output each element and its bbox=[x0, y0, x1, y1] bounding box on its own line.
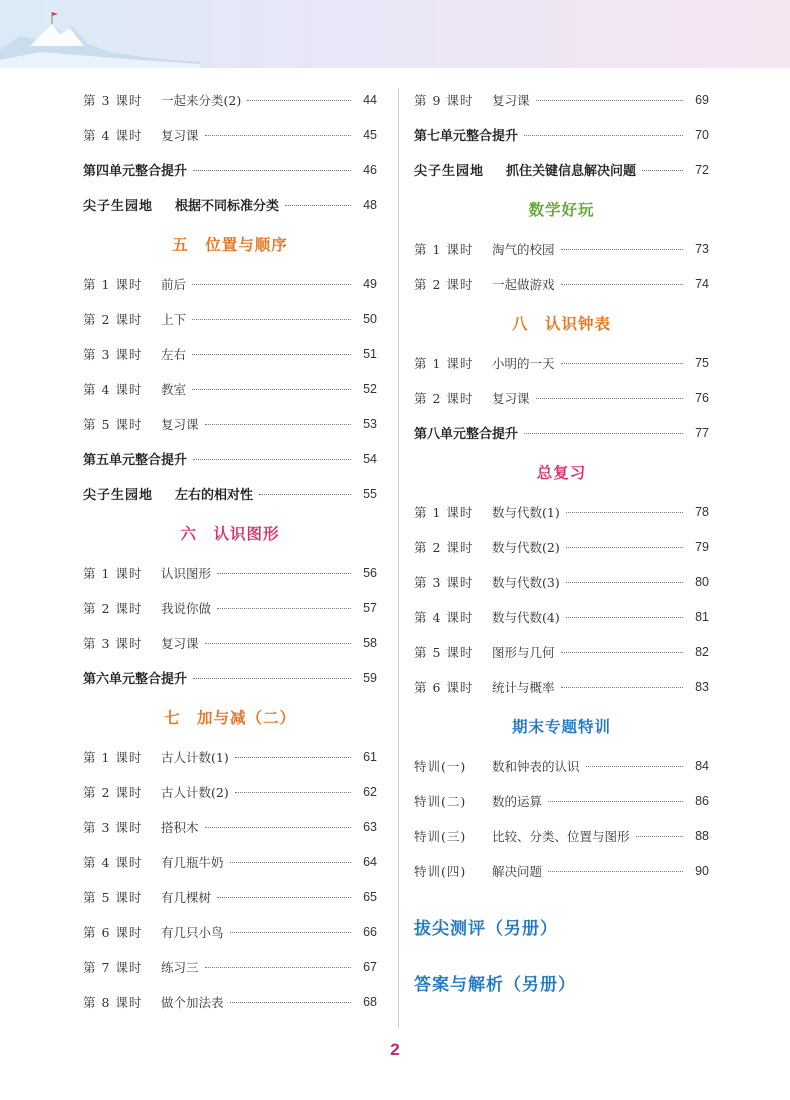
lesson-label: 第 6 课时 bbox=[414, 679, 474, 695]
unit-heading[interactable]: 五 位置与顺序 bbox=[172, 236, 288, 254]
lesson-title: 数与代数(1) bbox=[492, 504, 560, 520]
lesson-label: 第 7 课时 bbox=[83, 959, 143, 975]
section-heading[interactable]: 数学好玩 bbox=[528, 201, 595, 219]
lesson-title: 复习课 bbox=[492, 390, 530, 406]
lesson-title: 认识图形 bbox=[161, 565, 212, 581]
lesson-title: 古人计数(1) bbox=[161, 749, 229, 765]
toc-entry[interactable] bbox=[414, 818, 709, 853]
lesson-label: 第 3 课时 bbox=[83, 346, 143, 362]
page-number: 72 bbox=[695, 162, 709, 177]
toc-entry[interactable] bbox=[83, 406, 377, 441]
lesson-title: 根据不同标准分类 bbox=[175, 199, 280, 214]
dot-leader bbox=[566, 512, 683, 513]
toc-entry[interactable] bbox=[414, 529, 709, 564]
lesson-title: 做个加法表 bbox=[161, 994, 224, 1010]
dot-leader bbox=[205, 424, 351, 425]
lesson-label: 第 3 课时 bbox=[83, 635, 143, 651]
lesson-label: 第 3 课时 bbox=[83, 92, 143, 108]
lesson-label: 第 4 课时 bbox=[414, 609, 474, 625]
page-number: 59 bbox=[363, 670, 377, 685]
page-number: 49 bbox=[363, 276, 377, 291]
lesson-title: 数的运算 bbox=[492, 793, 543, 809]
lesson-title: 数与代数(2) bbox=[492, 539, 560, 555]
lesson-label: 特训(四) bbox=[414, 863, 467, 879]
lesson-title: 古人计数(2) bbox=[161, 784, 229, 800]
lesson-title: 数与代数(4) bbox=[492, 609, 560, 625]
lesson-title: 统计与概率 bbox=[492, 679, 555, 695]
lesson-label: 特训(二) bbox=[414, 793, 467, 809]
dot-leader bbox=[561, 363, 683, 364]
page-number: 55 bbox=[363, 486, 377, 501]
lesson-label: 第 4 课时 bbox=[83, 127, 143, 143]
toc-entry[interactable] bbox=[414, 494, 709, 529]
dot-leader bbox=[192, 389, 351, 390]
lesson-label: 第 2 课时 bbox=[414, 276, 474, 292]
dot-leader bbox=[566, 582, 683, 583]
section-heading[interactable]: 总复习 bbox=[536, 464, 587, 482]
lesson-label: 尖子生园地 bbox=[83, 488, 154, 503]
lesson-label: 第 1 课时 bbox=[83, 276, 143, 292]
lesson-title: 图形与几何 bbox=[492, 644, 555, 660]
toc-entry[interactable] bbox=[414, 853, 709, 888]
page-number: 75 bbox=[695, 355, 709, 370]
lesson-title: 比较、分类、位置与图形 bbox=[492, 828, 630, 844]
toc-entry[interactable] bbox=[83, 590, 377, 625]
dot-leader bbox=[561, 652, 683, 653]
lesson-title: 数与代数(3) bbox=[492, 574, 560, 590]
unit-review-title: 第八单元整合提升 bbox=[414, 427, 519, 442]
dot-leader bbox=[217, 897, 351, 898]
lesson-label: 第 1 课时 bbox=[414, 355, 474, 371]
unit-heading[interactable]: 七 加与减（二） bbox=[163, 709, 296, 727]
page-number: 70 bbox=[695, 127, 709, 142]
lesson-label: 第 5 课时 bbox=[83, 889, 143, 905]
lesson-label: 第 4 课时 bbox=[83, 854, 143, 870]
dot-leader bbox=[205, 643, 351, 644]
dot-leader bbox=[561, 249, 683, 250]
lesson-title: 淘气的校园 bbox=[492, 241, 555, 257]
top-banner bbox=[0, 0, 790, 68]
toc-entry[interactable] bbox=[83, 336, 377, 371]
dot-leader bbox=[566, 547, 683, 548]
lesson-label: 第 1 课时 bbox=[414, 241, 474, 257]
page-number: 50 bbox=[363, 311, 377, 326]
lesson-title: 复习课 bbox=[161, 635, 199, 651]
toc-entry-unit-review[interactable] bbox=[414, 415, 709, 450]
lesson-label: 尖子生园地 bbox=[414, 164, 485, 179]
unit-review-title: 第七单元整合提升 bbox=[414, 129, 519, 144]
lesson-title: 复习课 bbox=[161, 416, 199, 432]
toc-entry[interactable] bbox=[414, 783, 709, 818]
dot-leader bbox=[524, 135, 683, 136]
toc-entry[interactable] bbox=[83, 914, 377, 949]
dot-leader bbox=[193, 170, 351, 171]
page-number: 88 bbox=[695, 828, 709, 843]
lesson-title: 数和钟表的认识 bbox=[492, 758, 580, 774]
section-heading[interactable]: 期末专题特训 bbox=[511, 718, 611, 736]
page-number: 74 bbox=[695, 276, 709, 291]
page-number: 66 bbox=[363, 924, 377, 939]
dot-leader bbox=[536, 100, 683, 101]
unit-review-title: 第六单元整合提升 bbox=[83, 672, 188, 687]
dot-leader bbox=[230, 1002, 351, 1003]
toc-entry[interactable] bbox=[414, 748, 709, 783]
toc-entry-unit-review[interactable] bbox=[83, 441, 377, 476]
dot-leader bbox=[192, 284, 351, 285]
dot-leader bbox=[235, 792, 351, 793]
page-number: 58 bbox=[363, 635, 377, 650]
dot-leader bbox=[561, 687, 683, 688]
page-number: 79 bbox=[695, 539, 709, 554]
page-number: 54 bbox=[363, 451, 377, 466]
page-number: 61 bbox=[363, 749, 377, 764]
dot-leader bbox=[192, 319, 351, 320]
lesson-title: 小明的一天 bbox=[492, 355, 555, 371]
lesson-label: 第 2 课时 bbox=[83, 600, 143, 616]
page-number: 53 bbox=[363, 416, 377, 431]
dot-leader bbox=[205, 135, 351, 136]
toc-right-column bbox=[414, 82, 709, 1010]
dot-leader bbox=[205, 967, 351, 968]
lesson-label: 第 2 课时 bbox=[83, 784, 143, 800]
lesson-title: 左右的相对性 bbox=[175, 488, 254, 503]
page-number: 52 bbox=[363, 381, 377, 396]
lesson-label: 第 1 课时 bbox=[414, 504, 474, 520]
page-number: 45 bbox=[363, 127, 377, 142]
toc-entry[interactable] bbox=[414, 345, 709, 380]
toc-entry[interactable] bbox=[83, 82, 377, 117]
dot-leader bbox=[192, 354, 351, 355]
dot-leader bbox=[205, 827, 351, 828]
lesson-title: 练习三 bbox=[161, 959, 199, 975]
lesson-title: 前后 bbox=[161, 276, 187, 292]
lesson-label: 第 8 课时 bbox=[83, 994, 143, 1010]
toc-entry-unit-review[interactable] bbox=[83, 152, 377, 187]
page-footer-number: 2 bbox=[390, 1040, 400, 1059]
dot-leader bbox=[230, 932, 351, 933]
dot-leader bbox=[561, 284, 683, 285]
dot-leader bbox=[247, 100, 351, 101]
lesson-label: 特训(一) bbox=[414, 758, 467, 774]
toc-entry-top-student-corner[interactable] bbox=[83, 476, 377, 511]
mountain-illustration bbox=[0, 0, 200, 68]
lesson-label: 第 3 课时 bbox=[83, 819, 143, 835]
lesson-label: 第 9 课时 bbox=[414, 92, 474, 108]
toc-entry[interactable] bbox=[83, 555, 377, 590]
toc-entry[interactable] bbox=[83, 949, 377, 984]
unit-review-title: 第四单元整合提升 bbox=[83, 164, 188, 179]
toc-entry-top-student-corner[interactable] bbox=[83, 187, 377, 222]
page-number: 90 bbox=[695, 863, 709, 878]
toc-entry[interactable] bbox=[83, 809, 377, 844]
page-number: 48 bbox=[363, 197, 377, 212]
page-number: 57 bbox=[363, 600, 377, 615]
dot-leader bbox=[566, 617, 683, 618]
dot-leader bbox=[193, 678, 351, 679]
dot-leader bbox=[235, 757, 351, 758]
page-number: 67 bbox=[363, 959, 377, 974]
lesson-label: 第 3 课时 bbox=[414, 574, 474, 590]
lesson-title: 左右 bbox=[161, 346, 187, 362]
dot-leader bbox=[636, 836, 683, 837]
dot-leader bbox=[548, 801, 683, 802]
page-number: 56 bbox=[363, 565, 377, 580]
lesson-title: 上下 bbox=[161, 311, 187, 327]
unit-review-title: 第五单元整合提升 bbox=[83, 453, 188, 468]
toc-entry[interactable] bbox=[83, 117, 377, 152]
toc-entry[interactable] bbox=[414, 599, 709, 634]
page-number: 77 bbox=[695, 425, 709, 440]
page-number: 84 bbox=[695, 758, 709, 773]
toc-entry[interactable] bbox=[83, 879, 377, 914]
lesson-label: 第 5 课时 bbox=[83, 416, 143, 432]
page-number: 51 bbox=[363, 346, 377, 361]
toc-entry[interactable] bbox=[414, 82, 709, 117]
page-number: 62 bbox=[363, 784, 377, 799]
dot-leader bbox=[217, 573, 351, 574]
test-booklet-link[interactable]: 拔尖测评（另册） bbox=[414, 918, 558, 939]
lesson-label: 尖子生园地 bbox=[83, 199, 154, 214]
lesson-label: 第 5 课时 bbox=[414, 644, 474, 660]
lesson-title: 复习课 bbox=[492, 92, 530, 108]
toc-left-column bbox=[83, 82, 377, 1019]
lesson-label: 第 4 课时 bbox=[83, 381, 143, 397]
lesson-title: 有几瓶牛奶 bbox=[161, 854, 224, 870]
page-number: 63 bbox=[363, 819, 377, 834]
dot-leader bbox=[642, 170, 683, 171]
page-number: 78 bbox=[695, 504, 709, 519]
page-number: 46 bbox=[363, 162, 377, 177]
toc-entry[interactable] bbox=[83, 774, 377, 809]
dot-leader bbox=[230, 862, 351, 863]
lesson-label: 第 2 课时 bbox=[83, 311, 143, 327]
toc-entry[interactable] bbox=[83, 844, 377, 879]
lesson-title: 复习课 bbox=[161, 127, 199, 143]
dot-leader bbox=[548, 871, 683, 872]
page-number: 44 bbox=[363, 92, 377, 107]
lesson-label: 第 1 课时 bbox=[83, 565, 143, 581]
page-number: 64 bbox=[363, 854, 377, 869]
page-number: 82 bbox=[695, 644, 709, 659]
toc-entry[interactable] bbox=[83, 984, 377, 1019]
unit-heading[interactable]: 六 认识图形 bbox=[180, 525, 280, 543]
page-number: 73 bbox=[695, 241, 709, 256]
lesson-title: 一起来分类(2) bbox=[161, 92, 242, 108]
lesson-title: 解决问题 bbox=[492, 863, 543, 879]
page-number: 80 bbox=[695, 574, 709, 589]
toc-entry[interactable] bbox=[83, 371, 377, 406]
toc-entry[interactable] bbox=[83, 301, 377, 336]
dot-leader bbox=[586, 766, 683, 767]
dot-leader bbox=[536, 398, 683, 399]
lesson-label: 第 1 课时 bbox=[83, 749, 143, 765]
page-number: 81 bbox=[695, 609, 709, 624]
toc-entry[interactable] bbox=[83, 739, 377, 774]
page-number: 69 bbox=[695, 92, 709, 107]
page-number: 83 bbox=[695, 679, 709, 694]
toc-entry[interactable] bbox=[414, 634, 709, 669]
lesson-title: 教室 bbox=[161, 381, 187, 397]
lesson-title: 我说你做 bbox=[161, 600, 212, 616]
toc-entry[interactable] bbox=[414, 669, 709, 704]
toc-entry[interactable] bbox=[83, 625, 377, 660]
lesson-title: 有几棵树 bbox=[161, 889, 212, 905]
toc-entry-unit-review[interactable] bbox=[414, 117, 709, 152]
dot-leader bbox=[217, 608, 351, 609]
answer-booklet-link[interactable]: 答案与解析（另册） bbox=[414, 974, 576, 995]
dot-leader bbox=[259, 494, 351, 495]
toc-entry[interactable] bbox=[414, 266, 709, 301]
dot-leader bbox=[524, 433, 683, 434]
lesson-title: 一起做游戏 bbox=[492, 276, 555, 292]
page-number: 68 bbox=[363, 994, 377, 1009]
page-number: 76 bbox=[695, 390, 709, 405]
toc-entry[interactable] bbox=[414, 231, 709, 266]
dot-leader bbox=[193, 459, 351, 460]
column-divider bbox=[398, 88, 399, 1028]
lesson-label: 特训(三) bbox=[414, 828, 467, 844]
lesson-title: 搭积木 bbox=[161, 819, 199, 835]
toc-entry-top-student-corner[interactable] bbox=[414, 152, 709, 187]
toc-entry-unit-review[interactable] bbox=[83, 660, 377, 695]
unit-heading[interactable]: 八 认识钟表 bbox=[511, 315, 611, 333]
toc-entry[interactable] bbox=[414, 564, 709, 599]
page-number: 86 bbox=[695, 793, 709, 808]
toc-entry[interactable] bbox=[83, 266, 377, 301]
lesson-label: 第 6 课时 bbox=[83, 924, 143, 940]
lesson-label: 第 2 课时 bbox=[414, 390, 474, 406]
lesson-title: 抓住关键信息解决问题 bbox=[506, 164, 637, 179]
toc-entry[interactable] bbox=[414, 380, 709, 415]
lesson-title: 有几只小鸟 bbox=[161, 924, 224, 940]
lesson-label: 第 2 课时 bbox=[414, 539, 474, 555]
dot-leader bbox=[285, 205, 351, 206]
page-number: 65 bbox=[363, 889, 377, 904]
